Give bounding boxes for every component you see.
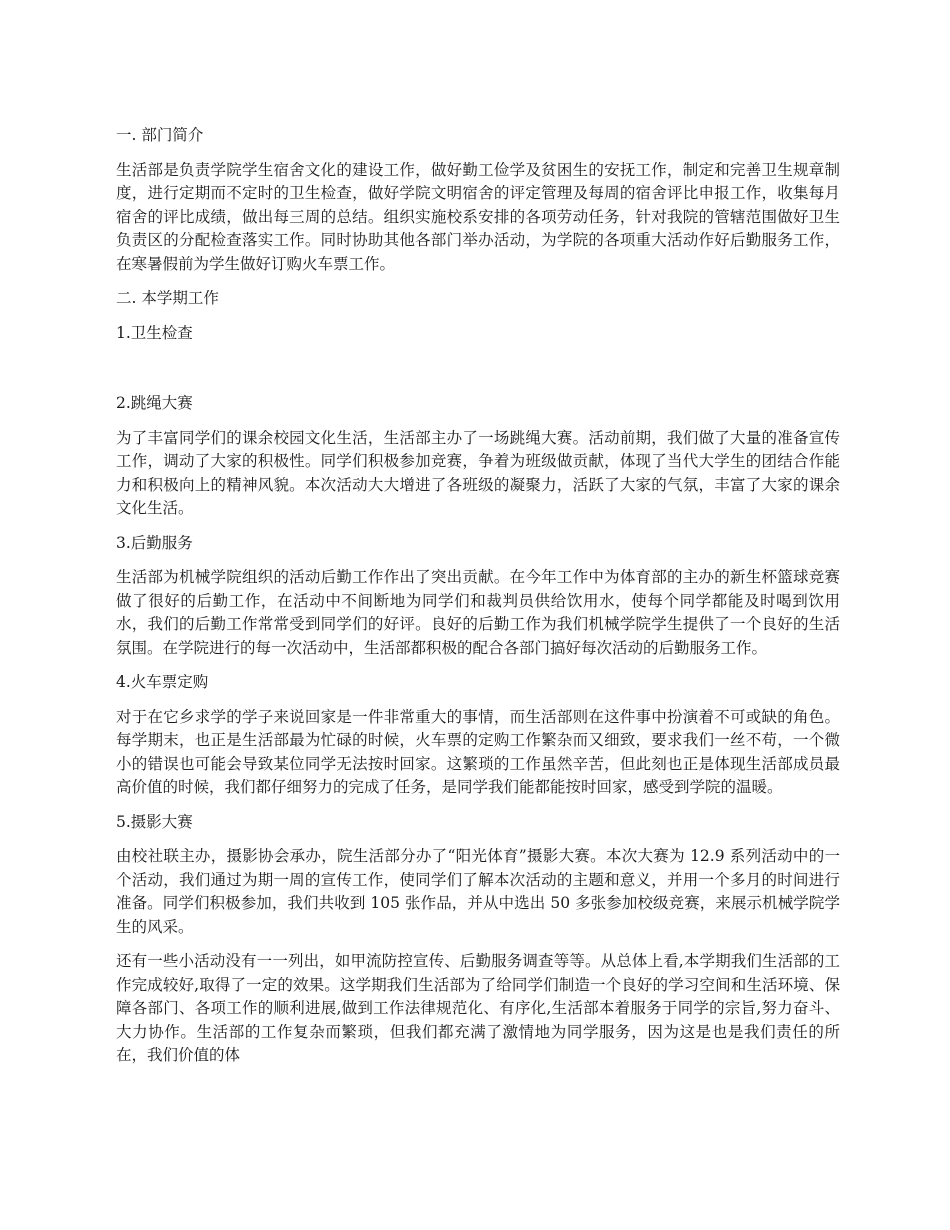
item-heading-photography: 5.摄影大赛 [116,812,193,831]
section-heading-intro: 一. 部门简介 [116,126,204,144]
closing-paragraph: 还有一些小活动没有一一列出，如甲流防控宣传、后勤服务调查等等。从总体上看,本学期我们生活部的工作完成较好,取得了一定的效果。这学期我们生活部为了给同学们制造一个良好的学习空间和生活环境、保障各部门、各项工作的顺利进展,做到工作法律规范化、有序化,生活部本着服务于同学的宗旨,努力奋斗、大力协作。生活部的工作复杂而繁琐，但我们都充满了激情地为同学服务，因为这是也是我们责任的所在，我们价值的体 [116,952,840,1064]
item-heading-train-tickets: 4.火车票定购 [116,673,209,691]
item-heading-jump-rope: 2.跳绳大赛 [116,394,193,412]
document-page [116,124,840,1079]
train-tickets-paragraph: 对于在它乡求学的学子来说回家是一件非常重大的事情，而生活部则在这件事中扮演着不可或缺的角色。每学期末，也正是生活部最为忙碌的时候，火车票的定购工作繁杂而又细致，要求我们一丝不苟，一个微小的错误也可能会导致某位同学无法按时回家。这繁琐的工作虽然辛苦，但此刻也正是体现生活部成员最高价值的时候，我们都仔细努力的完成了任务，是同学我们能都能按时回家，感受到学院的温暖。 [116,707,840,796]
intro-paragraph: 生活部是负责学院学生宿舍文化的建设工作，做好勤工俭学及贫困生的安抚工作，制定和完善卫生规章制度，进行定期而不定时的卫生检查，做好学院文明宿舍的评定管理及每周的宿舍评比申报工作，收集每月宿舍的评比成绩，做出每三周的总结。组织实施校系安排的各项劳动任务，针对我院的管辖范围做好卫生负责区的分配检查落实工作。同时协助其他各部门举办活动，为学院的各项重大活动作好后勤服务工作，在寒暑假前为学生做好订购火车票工作。 [116,160,840,273]
jump-rope-paragraph: 为了丰富同学们的课余校园文化生活，生活部主办了一场跳绳大赛。活动前期，我们做了大量的准备宣传工作，调动了大家的积极性。同学们积极参加竞赛，争着为班级做贡献，体现了当代大学生的团结合作能力和积极向上的精神风貌。本次活动大大增进了各班级的凝聚力，活跃了大家的气氛，丰富了大家的课余文化生活。 [116,428,840,517]
section-heading-work: 二. 本学期工作 [116,289,219,307]
photography-paragraph: 由校社联主办，摄影协会承办，院生活部分办了“阳光体育”摄影大赛。本次大赛为 12.9 系列活动中的一个活动，我们通过为期一周的宣传工作，使同学们了解本次活动的主题和意义，并用一个多月的时间进行准备。同学们积极参加，我们共收到 105 张作品，并从中选出 50 多张参加校级竞赛，来展示机械学院学生的风采。 [116,847,840,936]
item-heading-hygiene: 1.卫生检查 [116,323,193,342]
blank-space [116,356,840,392]
logistics-paragraph: 生活部为机械学院组织的活动后勤工作作出了突出贡献。在今年工作中为体育部的主办的新生杯篮球竞赛做了很好的后勤工作，在活动中不间断地为同学们和裁判员供给饮用水，使每个同学都能及时喝到饮用水，我们的后勤工作常常受到同学们的好评。良好的后勤工作为我们机械学院学生提供了一个良好的生活氛围。在学院进行的每一次活动中，生活部都积极的配合各部门搞好每次活动的后勤服务工作。 [116,568,840,657]
item-heading-logistics: 3.后勤服务 [116,533,193,552]
